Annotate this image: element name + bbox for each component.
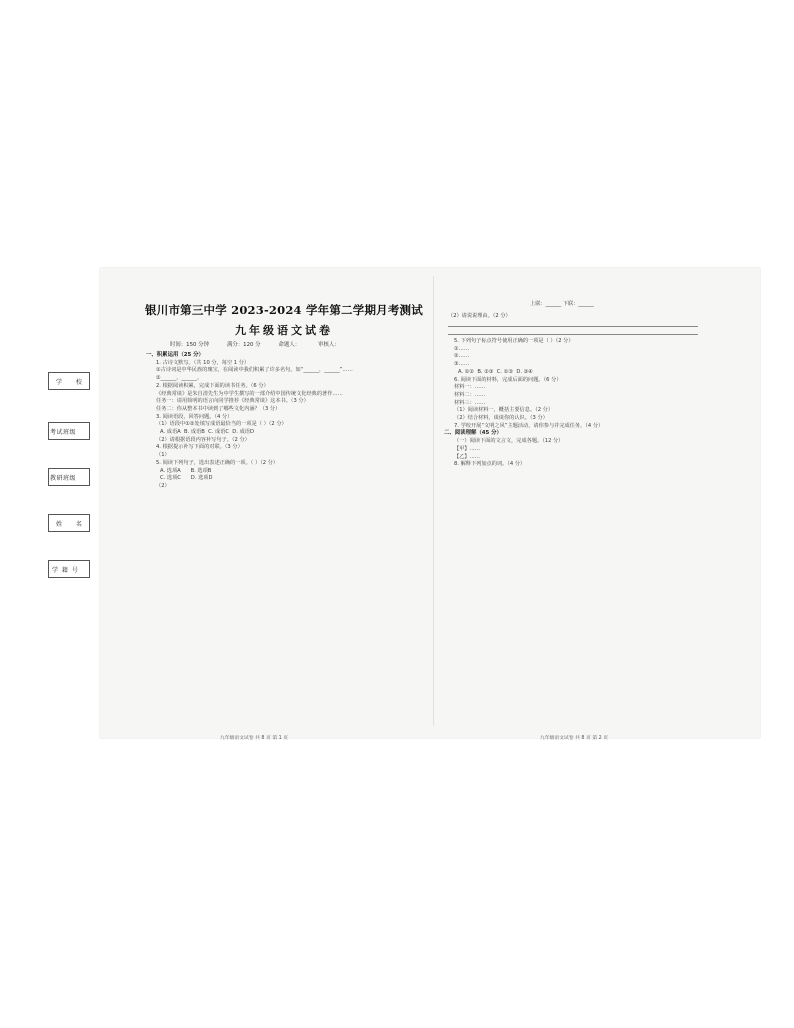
page-fold xyxy=(433,276,434,726)
question-text: 【乙】…… xyxy=(454,453,480,460)
exam-subtitle: 九年级语文试卷 xyxy=(235,324,333,337)
section-heading: 二、阅读理解（45 分） xyxy=(444,430,502,437)
question-text: （1）阅读材料一，概括主要信息。（2 分） xyxy=(454,407,554,414)
field-exam-class-label: 考试班级 xyxy=(50,429,77,436)
question-text: 材料三：…… xyxy=(454,399,486,406)
question-text: 1. 古诗文默写。（共 10 分，每空 1 分） xyxy=(156,359,250,366)
question-text: 5. 阅读下列句子，选出表述正确的一项。（ ）（2 分） xyxy=(156,459,279,466)
answer-options: A. 选项A B. 选项B xyxy=(160,467,212,474)
section-heading: 一、积累运用（25 分） xyxy=(146,352,204,358)
question-text: 材料一：…… xyxy=(454,384,486,391)
field-school-label: 学 校 xyxy=(56,379,88,386)
right-page xyxy=(436,274,756,729)
question-text: （2）请根据语段内容补写句子。（2 分） xyxy=(156,436,250,443)
exam-score: 满分：120 分 xyxy=(226,342,261,348)
field-teach-class-label: 教研班级 xyxy=(50,475,77,482)
left-page-content xyxy=(146,352,426,491)
question-text: 《经典常谈》是朱自清先生为中学生撰写的一部介绍中国传统文化经典的著作…… xyxy=(156,390,343,397)
exam-author: 命题人： xyxy=(278,342,301,348)
left-page xyxy=(110,274,428,729)
question-text: （1） xyxy=(156,452,170,459)
question-text: 2. 根据阅读积累，完成下面的读书任务。（6 分） xyxy=(156,382,269,389)
field-name-label: 姓 名 xyxy=(56,521,88,528)
answer-line[interactable] xyxy=(448,334,698,335)
question-text: （2）结合材料，谈谈你的认识。（3 分） xyxy=(454,415,548,422)
field-student-id-label: 学 籍 号 xyxy=(52,567,79,574)
question-text: 材料二：…… xyxy=(454,391,486,398)
question-text: ②…… xyxy=(454,353,470,360)
question-text: 3. 阅读语段，回答问题。（4 分） xyxy=(156,413,233,420)
right-page-content xyxy=(444,338,754,469)
question-text: ②______，______。 xyxy=(156,375,203,382)
answer-options: A. 成语A B. 成语B C. 成语C D. 成语D xyxy=(160,429,254,436)
answer-options: A. ①② B. ②③ C. ①③ D. ③④ xyxy=(458,368,533,375)
question-text: （2） xyxy=(156,482,170,489)
question-text: 5. 下列句子标点符号使用正确的一项是（ ）（2 分） xyxy=(454,338,574,344)
couplet-line: 上联：______ 下联：______ xyxy=(530,301,594,307)
right-page-footer: 九年级语文试卷 共 8 页 第 2 页 xyxy=(540,736,609,741)
exam-time: 时间：150 分钟 xyxy=(170,342,209,348)
question-text: ①…… xyxy=(454,345,470,352)
question-text: ①古诗词是中华民族的瑰宝，在阅读中我们积累了许多名句。如“______，______”…… xyxy=(156,367,353,374)
exam-reviewer: 审核人： xyxy=(318,342,340,348)
couplet-reason: （2）请说说理由。（2 分） xyxy=(448,313,511,319)
question-text: 4. 根据提示补写下面的对联。（3 分） xyxy=(156,444,243,451)
question-text: （1）语段中①②处填写成语最恰当的一项是（ ）（2 分） xyxy=(156,421,287,428)
answer-line[interactable] xyxy=(448,326,698,327)
left-page-footer: 九年级语文试卷 共 8 页 第 1 页 xyxy=(220,736,289,741)
question-text: 任务一：请用简明的语言向同学推荐《经典常谈》这本书。（3 分） xyxy=(156,398,309,405)
question-text: 【甲】…… xyxy=(454,445,480,452)
question-text: 8. 解释下列加点的词。（4 分） xyxy=(454,461,526,468)
question-text: 7. 学校开展“文明之风”主题活动，请你参与并完成任务。（4 分） xyxy=(454,422,604,429)
answer-options: C. 选项C D. 选项D xyxy=(160,475,213,482)
exam-meta xyxy=(170,340,410,348)
question-text: （一）阅读下面的文言文，完成各题。（12 分） xyxy=(454,438,564,445)
exam-sheet xyxy=(50,268,760,741)
question-text: 任务二：你从整本书中读到了哪些文化内涵？（3 分） xyxy=(156,405,281,412)
exam-title: 银川市第三中学 2023-2024 学年第二学期月考测试 xyxy=(145,303,423,317)
question-text: ③…… xyxy=(454,361,470,368)
question-text: 6. 阅读下面的材料，完成后面的问题。（6 分） xyxy=(454,376,562,383)
